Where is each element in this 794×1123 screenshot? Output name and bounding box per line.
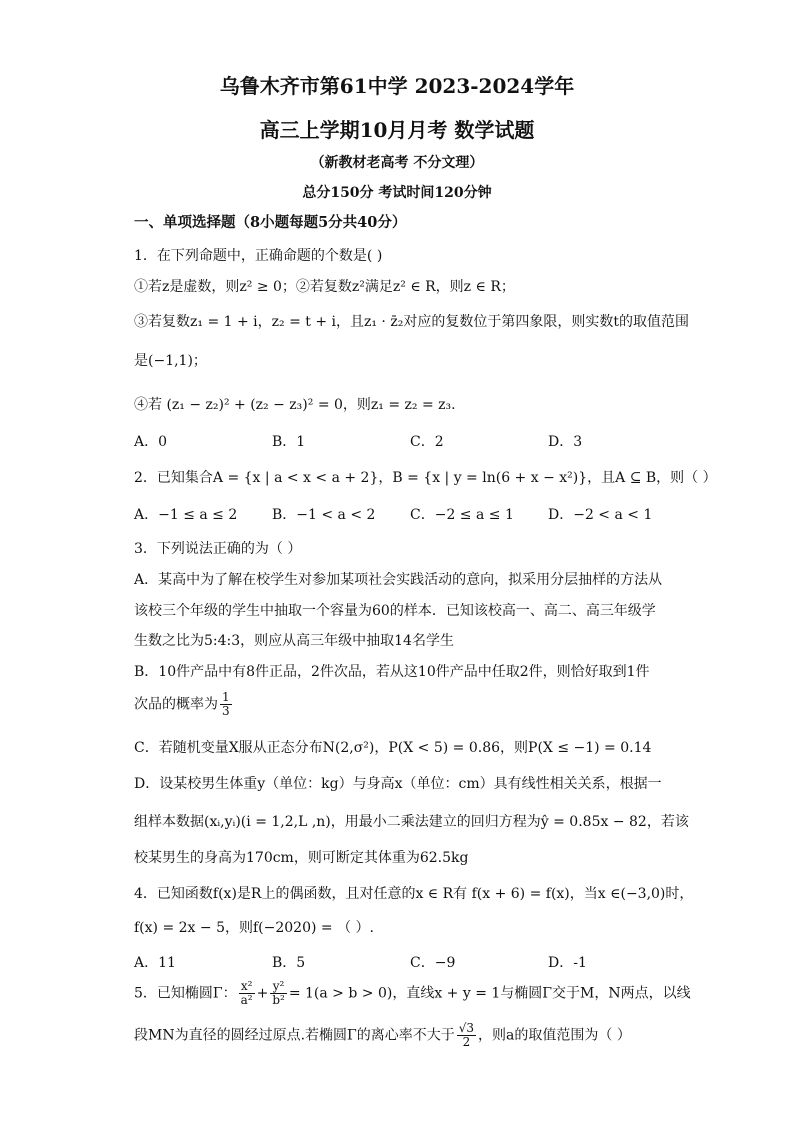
q3-option-a-line1: A．某高中为了解在校学生对参加某项社会实践活动的意向，拟采用分层抽样的方法从	[134, 572, 663, 588]
q3-option-b-line1: B．10件产品中有8件正品，2件次品，若从这10件产品中任取2件，则恰好取到1件	[134, 664, 650, 680]
exam-title-line1: 乌鲁木齐市第61中学 2023-2024学年	[219, 74, 575, 98]
q2-stem: 2．已知集合A = {x | a < x < a + 2}，B = {x | y = ln(6 + x − x²)}，且A ⊆ B，则（ ）	[134, 470, 717, 486]
q2-option-a: A．−1 ≤ a ≤ 2	[134, 507, 238, 523]
q1-item3-line2: 是(−1,1)；	[134, 353, 207, 369]
q3-option-d-line2: 组样本数据(xᵢ,yᵢ)(i = 1,2,L ,n)，用最小二乘法建立的回归方程为ŷ = 0.85x − 82，若该	[134, 814, 689, 830]
exam-note: （新教材老高考 不分文理）	[310, 155, 484, 171]
q1-option-c: C．2	[410, 434, 444, 450]
q4-stem-line1: 4．已知函数f(x)是R上的偶函数，且对任意的x ∈ R有 f(x + 6) = f(x)，当x ∈(−3,0)时，	[134, 886, 694, 902]
probability-fraction	[220, 691, 232, 718]
exam-info: 总分150分 考试时间120分钟	[302, 185, 492, 201]
plus-sign: +	[256, 985, 269, 1002]
q3-option-b-text: 次品的概率为	[134, 696, 218, 713]
fraction-numerator: √3	[458, 1021, 475, 1035]
q1-option-d: D．3	[548, 434, 583, 450]
q1-option-a: A．0	[134, 434, 168, 450]
q4-option-d: D．-1	[548, 955, 587, 971]
q2-option-c: C．−2 ≤ a ≤ 1	[410, 507, 514, 523]
q3-option-a-line3: 生数之比为5:4:3，则应从高三年级中抽取14名学生	[134, 633, 454, 649]
q5-line2-end: ，则a的取值范围为（ ）	[478, 1027, 631, 1044]
q5-line1	[134, 980, 691, 1007]
fraction-numerator: 1	[222, 690, 230, 704]
x-squared-fraction	[239, 980, 255, 1007]
q4-stem-line2: f(x) = 2x − 5，则f(−2020) = （ ）.	[134, 920, 374, 936]
q4-option-c: C．−9	[410, 955, 456, 971]
fraction-denominator: 3	[222, 704, 230, 718]
q3-option-c: C．若随机变量X服从正态分布N(2,σ²)，P(X < 5) = 0.86，则P(X ≤ −1) = 0.14	[134, 740, 652, 756]
fraction-numerator: x²	[239, 980, 255, 994]
q1-option-b: B．1	[272, 434, 306, 450]
q5-line1-start: 5．已知椭圆Γ：	[134, 985, 237, 1002]
fraction-denominator: 2	[462, 1035, 471, 1049]
q5-line2	[134, 1022, 631, 1049]
fraction-denominator: a²	[240, 993, 253, 1007]
q2-option-d: D．−2 < a < 1	[548, 507, 653, 523]
q5-line2-start: 段MN为直径的圆经过原点.若椭圆Γ的离心率不大于	[134, 1027, 455, 1044]
q3-option-d-line1: D．设某校男生体重y（单位：kg）与身高x（单位：cm）具有线性相关关系，根据一	[134, 776, 662, 792]
q4-option-a: A．11	[134, 955, 176, 971]
q3-stem: 3．下列说法正确的为（ ）	[134, 541, 302, 557]
fraction-denominator: b²	[272, 993, 285, 1007]
q1-item1-2: ①若z是虚数，则z² ≥ 0；②若复数z²满足z² ∈ R，则z ∈ R；	[134, 279, 515, 295]
q2-option-b: B．−1 < a < 2	[272, 507, 376, 523]
q3-option-d-line3: 校某男生的身高为170cm，则可断定其体重为62.5kg	[134, 850, 469, 866]
q4-option-b: B．5	[272, 955, 306, 971]
q5-line1-end: = 1(a > b > 0)，直线x + y = 1与椭圆Γ交于M，N两点，以线	[288, 985, 691, 1002]
fraction-numerator: y²	[270, 980, 287, 994]
eccentricity-fraction	[457, 1022, 476, 1049]
q3-option-b-line2	[134, 691, 234, 718]
q3-option-a-line2: 该校三个年级的学生中抽取一个容量为60的样本．已知该校高一、高二、高三年级学	[134, 603, 656, 619]
y-squared-fraction	[270, 980, 287, 1007]
section-heading: 一、单项选择题（8小题每题5分共40分）	[134, 214, 407, 231]
q1-stem: 1．在下列命题中，正确命题的个数是( )	[134, 248, 383, 264]
q1-item3-line1: ③若复数z₁ = 1 + i，z₂ = t + i，且z₁ · z̄₂对应的复数位于第四象限，则实数t的取值范围	[134, 314, 689, 330]
q1-item4: ④若 (z₁ − z₂)² + (z₂ − z₃)² = 0，则z₁ = z₂ = z₃.	[134, 397, 456, 413]
exam-title-line2: 高三上学期10月月考 数学试题	[259, 118, 535, 142]
